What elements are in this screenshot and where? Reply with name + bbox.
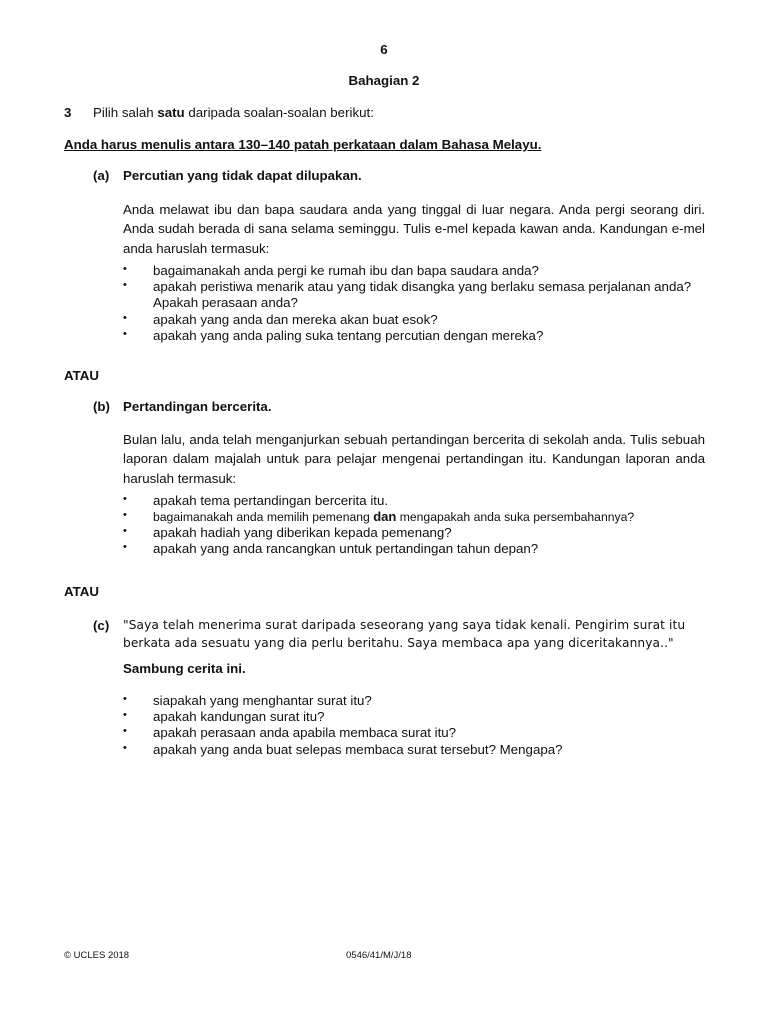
list-item: • apakah hadiah yang diberikan kepada pemenang? bbox=[123, 525, 723, 541]
list-item: • apakah peristiwa menarik atau yang tidak disangka yang berlaku semasa perjalanan anda? Apakah perasaan anda? bbox=[123, 279, 705, 311]
part-b-body: Bulan lalu, anda telah menganjurkan sebuah pertandingan bercerita di sekolah anda. Tulis sebuah laporan dalam majalah untuk para pelajar mengenai pertandingan itu. Kandungan laporan anda haruslah termasuk: bbox=[123, 432, 705, 486]
part-c-label: (c) bbox=[93, 618, 110, 633]
footer-copyright: © UCLES 2018 bbox=[64, 950, 130, 961]
footer-paper-code: 0546/41/M/J/18 bbox=[346, 950, 412, 961]
part-b-title: Pertandingan bercerita. bbox=[123, 399, 272, 414]
part-b-label: (b) bbox=[93, 399, 110, 414]
question-number: 3 bbox=[64, 105, 72, 120]
bullet-text-post: mengapakah anda suka persembahannya? bbox=[396, 510, 635, 525]
list-item: • apakah kandungan surat itu? bbox=[123, 709, 705, 725]
part-a-title: Percutian yang tidak dapat dilupakan. bbox=[123, 168, 362, 183]
page-number: 6 bbox=[380, 42, 388, 57]
instruction-text-post: daripada soalan-soalan berikut: bbox=[184, 105, 374, 120]
list-item: • siapakah yang menghantar surat itu? bbox=[123, 693, 705, 709]
or-divider-1: ATAU bbox=[64, 368, 99, 383]
list-item: • apakah yang anda paling suka tentang percutian dengan mereka? bbox=[123, 328, 705, 344]
question-instruction bbox=[93, 105, 374, 121]
part-c-bullet-list bbox=[123, 693, 705, 758]
part-c-story-prompt: "Saya telah menerima surat daripada seseorang yang saya tidak kenali. Pengirim surat itu berkata ada sesuatu yang dia perlu beritahu. Saya membaca apa yang diceritakannya.." bbox=[123, 618, 686, 651]
list-item: • apakah yang anda dan mereka akan buat esok? bbox=[123, 312, 705, 328]
part-c-subtitle: Sambung cerita ini. bbox=[123, 661, 246, 676]
list-item bbox=[123, 509, 723, 525]
part-a-label: (a) bbox=[93, 168, 110, 183]
section-title: Bahagian 2 bbox=[348, 73, 420, 88]
part-a-bullet-list bbox=[123, 263, 705, 344]
list-item: • apakah perasaan anda apabila membaca surat itu? bbox=[123, 725, 705, 741]
part-a-body: Anda melawat ibu dan bapa saudara anda yang tinggal di luar negara. Anda pergi seorang diri. Anda sudah berada di sana selama seminggu. Tulis e-mel kepada kawan anda. Kandungan e-mel anda haruslah termasuk: bbox=[123, 202, 705, 256]
instruction-text-pre: Pilih salah bbox=[93, 105, 158, 120]
or-divider-2: ATAU bbox=[64, 584, 99, 599]
part-b-bullet-list bbox=[123, 493, 723, 558]
word-limit-instruction: Anda harus menulis antara 130–140 patah perkataan dalam Bahasa Melayu. bbox=[64, 137, 542, 152]
instruction-emphasis: satu bbox=[157, 105, 185, 120]
bullet-emphasis: dan bbox=[373, 509, 397, 525]
list-item: • apakah yang anda buat selepas membaca surat tersebut? Mengapa? bbox=[123, 742, 705, 758]
list-item: • apakah yang anda rancangkan untuk pertandingan tahun depan? bbox=[123, 541, 723, 557]
list-item: • bagaimanakah anda pergi ke rumah ibu dan bapa saudara anda? bbox=[123, 263, 705, 279]
list-item: • apakah tema pertandingan bercerita itu. bbox=[123, 493, 723, 509]
bullet-text-pre: bagaimanakah anda memilih pemenang bbox=[153, 510, 374, 525]
